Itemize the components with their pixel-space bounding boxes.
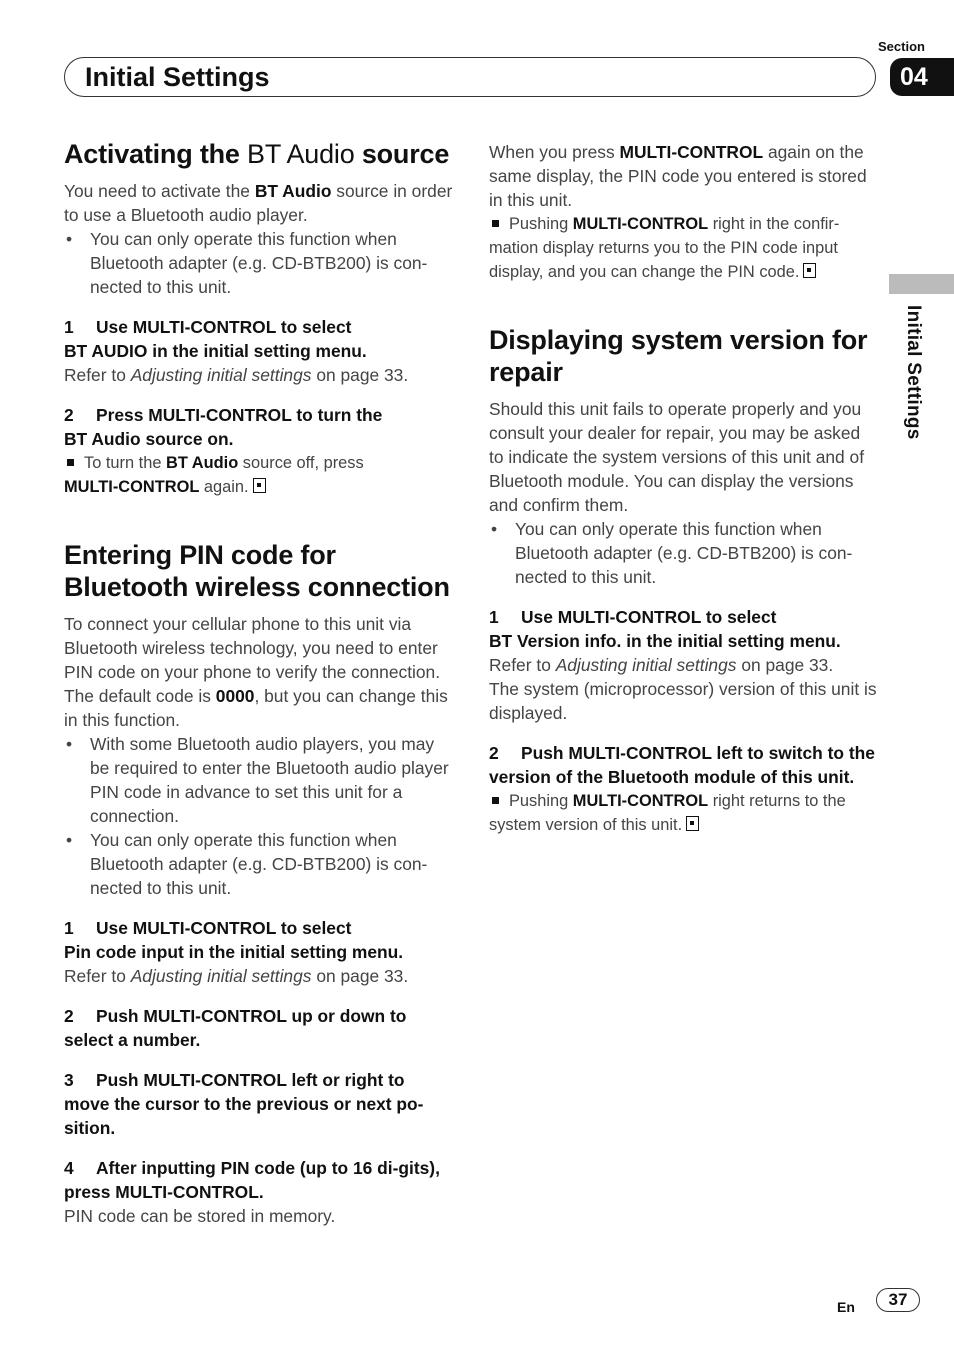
section-label: Section bbox=[878, 39, 925, 54]
right-column bbox=[489, 140, 879, 837]
end-mark-icon bbox=[253, 478, 266, 493]
activating-intro: You need to activate the BT Audio source in order to use a Bluetooth audio player. bbox=[64, 181, 453, 225]
pin-bullet-2: • You can only operate this function when Bluetooth adapter (e.g. CD-BTB200) is con-nected to this unit. bbox=[64, 828, 454, 900]
activating-heading: Activating the BT Audio source bbox=[64, 139, 450, 169]
language-code: En bbox=[837, 1299, 855, 1315]
page-number: 37 bbox=[876, 1288, 920, 1312]
note-square-icon bbox=[67, 459, 74, 466]
pin-cont-note: Pushing MULTI-CONTROL right in the confir-mation display returns you to the PIN code input display, and you can change the PIN code. bbox=[489, 215, 840, 281]
note-square-icon bbox=[492, 220, 499, 227]
activating-step-2: 2 Press MULTI-CONTROL to turn the BT Audio source on. bbox=[64, 405, 383, 449]
version-step-1: 1 Use MULTI-CONTROL to select BT Version info. in the initial setting menu. bbox=[489, 607, 841, 651]
activating-step-1: 1 Use MULTI-CONTROL to select BT AUDIO in the initial setting menu. bbox=[64, 317, 367, 361]
pin-step-1: 1 Use MULTI-CONTROL to select Pin code input in the initial setting menu. bbox=[64, 918, 404, 962]
version-intro: Should this unit fails to operate properly and you consult your dealer for repair, you may be asked to indicate the system versions of this unit and of Bluetooth module. You can display the versions and confirm them. bbox=[489, 399, 865, 515]
end-mark-icon bbox=[803, 263, 816, 278]
pin-step-3: 3 Push MULTI-CONTROL left or right to move the cursor to the previous or next po-sition. bbox=[64, 1070, 424, 1138]
version-step-1-ref: Refer to Adjusting initial settings on page 33. bbox=[489, 655, 834, 675]
page-title: Initial Settings bbox=[64, 57, 876, 97]
section-number-tab: 04 bbox=[890, 58, 954, 96]
note-square-icon bbox=[492, 797, 499, 804]
left-column bbox=[64, 138, 454, 1228]
pin-intro: To connect your cellular phone to this unit via Bluetooth wireless technology, you need to enter PIN code on your phone to verify the connection. The default code is 0000, but you can change this in this function. bbox=[64, 614, 448, 730]
pin-step-4: 4 After inputting PIN code (up to 16 di-gits), press MULTI-CONTROL. bbox=[64, 1158, 440, 1202]
pin-step-4-body: PIN code can be stored in memory. bbox=[64, 1206, 336, 1226]
version-note: Pushing MULTI-CONTROL right returns to the system version of this unit. bbox=[489, 792, 846, 834]
version-step-2: 2 Push MULTI-CONTROL left to switch to the version of the Bluetooth module of this unit. bbox=[489, 743, 875, 787]
pin-step-1-ref: Refer to Adjusting initial settings on page 33. bbox=[64, 966, 409, 986]
pin-step-2: 2 Push MULTI-CONTROL up or down to select a number. bbox=[64, 1006, 407, 1050]
activating-note: To turn the BT Audio source off, press MULTI-CONTROL again. bbox=[64, 454, 364, 496]
side-section-label: Initial Settings bbox=[903, 305, 924, 440]
pin-heading: Entering PIN code for Bluetooth wireless connection bbox=[64, 540, 450, 602]
version-step-1-body: The system (microprocessor) version of this unit is displayed. bbox=[489, 679, 877, 723]
pin-bullet-1: • With some Bluetooth audio players, you may be required to enter the Bluetooth audio player PIN code in advance to set this unit for a connection. bbox=[64, 732, 454, 828]
activating-bullet: • You can only operate this function when Bluetooth adapter (e.g. CD-BTB200) is con-nected to this unit. bbox=[64, 227, 454, 299]
end-mark-icon bbox=[686, 816, 699, 831]
version-heading: Displaying system version for repair bbox=[489, 325, 868, 387]
activating-step-1-ref: Refer to Adjusting initial settings on page 33. bbox=[64, 365, 409, 385]
version-bullet: • You can only operate this function when Bluetooth adapter (e.g. CD-BTB200) is con-nected to this unit. bbox=[489, 517, 879, 589]
side-thumb-tab bbox=[889, 274, 954, 294]
pin-cont-para: When you press MULTI-CONTROL again on the same display, the PIN code you entered is stored in this unit. bbox=[489, 142, 867, 210]
